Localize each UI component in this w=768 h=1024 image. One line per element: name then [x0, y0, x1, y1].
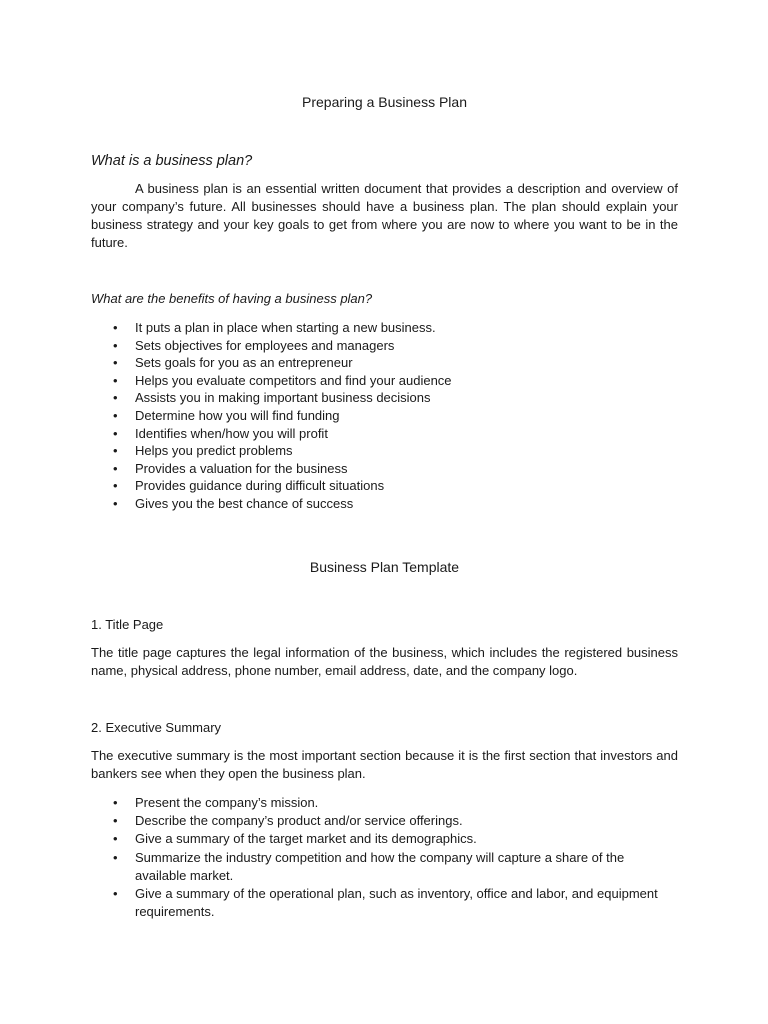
list-item: • Sets goals for you as an entrepreneur	[113, 355, 353, 371]
list-item: • Helps you predict problems	[113, 443, 293, 459]
bullet-icon: •	[113, 443, 118, 459]
list-item: • Helps you evaluate competitors and find your audience	[113, 372, 452, 388]
page-title: Preparing a Business Plan	[302, 94, 467, 110]
bullet-icon: •	[113, 478, 118, 494]
bullet-icon: •	[113, 372, 118, 388]
intro-heading: What is a business plan?	[91, 153, 253, 169]
bullet-icon: •	[113, 390, 118, 406]
template-title: Business Plan Template	[309, 559, 460, 575]
executive-summary-list	[91, 794, 678, 921]
bullet-icon: •	[113, 849, 118, 865]
list-item: • Present the company’s mission.	[91, 794, 678, 812]
list-item: • Give a summary of the operational plan, such as inventory, office and labor, and equipment requirements.	[113, 886, 658, 920]
bullet-icon: •	[113, 795, 118, 810]
list-item: • Sets objectives for employees and managers	[113, 337, 395, 353]
bullet-icon: •	[113, 425, 118, 441]
bullet-icon: •	[113, 831, 118, 847]
bullet-icon: •	[113, 320, 118, 335]
bullet-icon: •	[113, 495, 118, 511]
benefits-list	[91, 319, 678, 513]
bullet-icon: •	[113, 337, 118, 353]
benefits-heading: What are the benefits of having a business plan?	[91, 291, 373, 306]
list-item: • Identifies when/how you will profit	[113, 425, 328, 441]
title-page-paragraph: The title page captures the legal information of the business, which includes the registered business name, physical address, phone number, email address, date, and the company logo.	[91, 645, 678, 678]
list-item: • Describe the company’s product and/or service offerings.	[91, 812, 678, 830]
intro-paragraph: A business plan is an essential written document that provides a description and overview of your company’s future. All businesses should have a business plan. The plan should explain your business strategy and your key goals to get from where you are now to where you want to be in the future.	[91, 181, 678, 250]
executive-summary-paragraph: The executive summary is the most important section because it is the first section that investors and bankers see when they open the business plan.	[91, 748, 678, 781]
bullet-icon: •	[113, 460, 118, 476]
bullet-icon: •	[113, 355, 118, 371]
section-label-title-page: 1. Title Page	[91, 617, 164, 632]
list-item: • Summarize the industry competition and how the company will capture a share of the available market.	[113, 849, 625, 883]
list-item: • Give a summary of the target market and its demographics.	[91, 830, 678, 848]
section-label-executive-summary: 2. Executive Summary	[91, 720, 222, 735]
bullet-icon: •	[113, 407, 118, 423]
bullet-icon: •	[113, 886, 118, 902]
list-item: • Gives you the best chance of success	[113, 495, 354, 511]
list-item: • Provides guidance during difficult situations	[113, 478, 385, 494]
list-item: • Assists you in making important business decisions	[113, 390, 431, 406]
list-item: • Determine how you will find funding	[113, 407, 340, 423]
bullet-icon: •	[113, 813, 118, 829]
list-item: • It puts a plan in place when starting a new business.	[113, 320, 436, 335]
list-item: • Provides a valuation for the business	[113, 460, 348, 476]
